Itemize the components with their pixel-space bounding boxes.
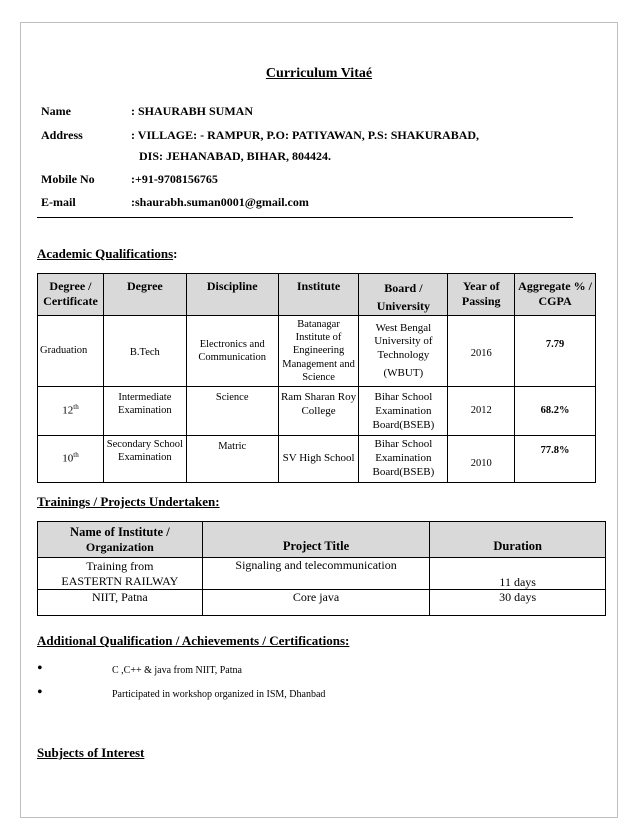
mobile-label: Mobile No — [41, 172, 95, 186]
header-institute: Institute — [278, 274, 359, 316]
table-row — [38, 436, 596, 483]
trainings-table — [37, 521, 606, 616]
cell-institute: Ram Sharan Roy College — [278, 387, 359, 436]
email-label: E-mail — [41, 195, 76, 209]
address-line1: : VILLAGE: - RAMPUR, P.O: PATIYAWAN, P.S: SHAKURABAD, — [131, 128, 480, 142]
cell-degree: B.Tech — [103, 316, 186, 387]
table-row — [38, 316, 596, 387]
cell-institute: Batanagar Institute of Engineering Management and Science — [278, 316, 359, 387]
additional-heading: Additional Qualification / Achievements / Certifications: — [37, 633, 350, 648]
cell-duration: 30 days — [430, 590, 606, 616]
page-title: Curriculum Vitaé — [265, 66, 373, 81]
name-label: Name — [41, 104, 71, 118]
cell-project: Signaling and telecommunication — [202, 558, 430, 590]
cell-aggregate: 68.2% — [515, 387, 596, 436]
cell-certificate: 10th — [38, 436, 104, 483]
board-abbrev: (WBUT) — [383, 366, 424, 379]
cell-discipline: Electronics and Communication — [186, 316, 278, 387]
cell-certificate: Graduation — [38, 316, 104, 387]
name-value: : SHAURABH SUMAN — [131, 104, 254, 118]
cell-degree: Intermediate Examination — [103, 387, 186, 436]
header-institute-line2: Organization — [85, 540, 154, 554]
table-row — [38, 590, 606, 616]
cell-aggregate: 7.79 — [515, 316, 596, 387]
cell-board: Bihar School Examination Board(BSEB) — [359, 436, 448, 483]
cell-institute: NIIT, Patna — [38, 590, 203, 616]
header-institute-org — [38, 522, 203, 558]
cell-institute — [38, 558, 203, 590]
header-institute-line1: Name of Institute / — [70, 525, 170, 539]
table-row — [38, 387, 596, 436]
table-row — [38, 558, 606, 590]
academic-table — [37, 273, 596, 483]
cell-duration: 11 days — [430, 558, 606, 590]
header-discipline: Discipline — [186, 274, 278, 316]
trainings-heading: Trainings / Projects Undertaken: — [37, 494, 220, 509]
header-aggregate: Aggregate % / CGPA — [515, 274, 596, 316]
cell-discipline: Science — [186, 387, 278, 436]
bullet-icon: • — [37, 684, 43, 701]
board-name: West Bengal University of Technology — [374, 321, 433, 361]
bullet-icon: • — [37, 660, 43, 677]
subjects-heading: Subjects of Interest — [37, 745, 145, 760]
address-line2: DIS: JEHANABAD, BIHAR, 804424. — [139, 149, 332, 163]
cell-year: 2016 — [448, 316, 515, 387]
cell-discipline: Matric — [186, 436, 278, 483]
trainings-header-row — [38, 522, 606, 558]
cell-board — [359, 316, 448, 387]
divider-line — [37, 217, 573, 218]
institute-line2: EASTERTN RAILWAY — [61, 573, 179, 588]
cell-board: Bihar School Examination Board(BSEB) — [359, 387, 448, 436]
header-certificate: Degree / Certificate — [38, 274, 104, 316]
cell-year: 2010 — [448, 436, 515, 483]
achievement-item: C ,C++ & java from NIIT, Patna — [112, 665, 242, 676]
cell-certificate: 12th — [38, 387, 104, 436]
cell-aggregate: 77.8% — [515, 436, 596, 483]
header-duration: Duration — [430, 522, 606, 558]
header-degree: Degree — [103, 274, 186, 316]
cell-institute: SV High School — [278, 436, 359, 483]
cell-project: Core java — [202, 590, 430, 616]
header-project-title: Project Title — [202, 522, 430, 558]
achievement-item: Participated in workshop organized in ISM, Dhanbad — [112, 689, 326, 700]
institute-line1: Training from — [86, 559, 154, 574]
header-board: Board / University — [359, 274, 448, 316]
email-value: :shaurabh.suman0001@gmail.com — [131, 195, 309, 209]
header-year: Year of Passing — [448, 274, 515, 316]
academic-header-row — [38, 274, 596, 316]
mobile-value: :+91-9708156765 — [131, 172, 218, 186]
address-label: Address — [41, 128, 83, 142]
cell-year: 2012 — [448, 387, 515, 436]
academic-heading: Academic Qualifications: — [37, 246, 178, 261]
cell-degree: Secondary School Examination — [103, 436, 186, 483]
